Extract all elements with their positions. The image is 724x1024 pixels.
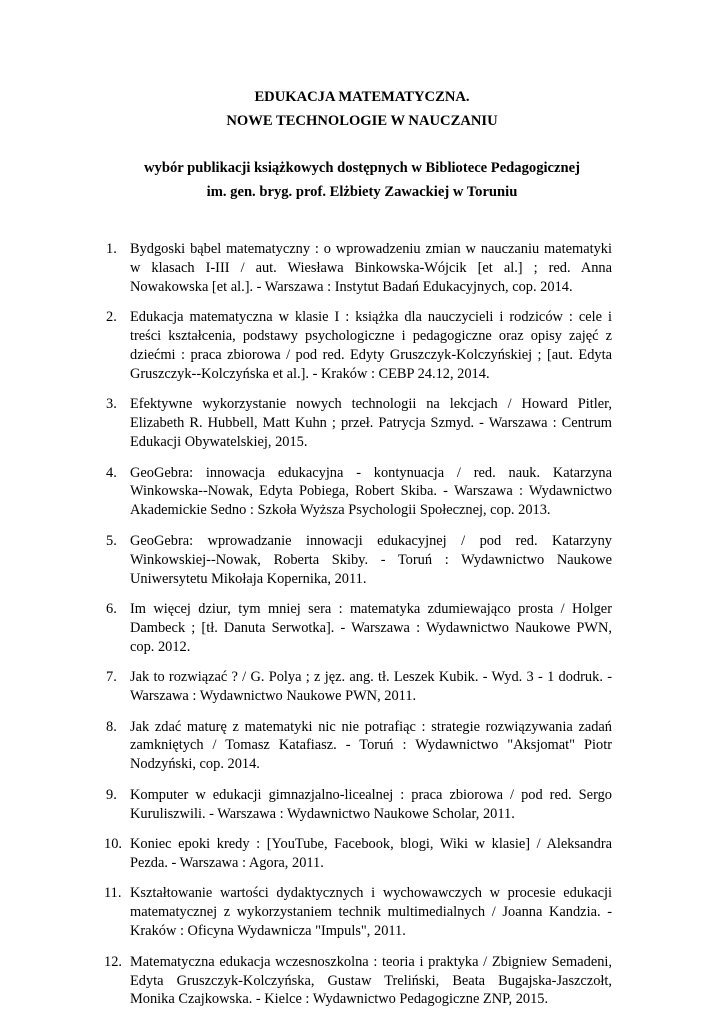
entry-number: 11.: [104, 885, 122, 902]
entry-number: 5.: [106, 532, 117, 549]
entry-text: Im więcej dziur, tym mniej sera : matematyka zdumiewająco prosta / Holger Dambeck ; [tł. Danuta Serwotka]. - Warszawa : Wydawnictwo Naukowe PWN, cop. 2012.: [130, 601, 612, 655]
bibliography-entry: [106, 786, 612, 824]
entry-text: GeoGebra: innowacja edukacyjna - kontynuacja / red. nauk. Katarzyna Winkowska--Nowak, Edyta Pobiega, Robert Skiba. - Warszawa : Wydawnictwo Akademickie Sedno : Szkoła Wyższa Psychologii Społecznej, cop. 2013.: [130, 464, 612, 519]
bibliography-entry: [106, 884, 612, 941]
bibliography-entry: [106, 464, 612, 521]
document-subtitle-line-2: im. gen. bryg. prof. Elżbiety Zawackiej w Toruniu: [206, 184, 518, 200]
entry-number: 1.: [106, 241, 117, 257]
bibliography-entry: [106, 668, 612, 706]
entry-number: 6.: [106, 601, 117, 617]
bibliography-entry: [106, 532, 612, 589]
bibliography-entry: [106, 308, 612, 384]
document-title-line-1: EDUKACJA MATEMATYCZNA.: [254, 89, 470, 105]
entry-number: 2.: [106, 309, 117, 326]
bibliography-list: [106, 240, 612, 1021]
entry-text: Edukacja matematyczna w klasie I : książka dla nauczycieli i rodziców : cele i treści kształcenia, podstawy psychologiczne i pedagogiczne oraz opisy zajęć z dziećmi : praca zbiorowa / pod red. Edyty Gruszczyk-Kolczyńskiej ; [aut. Edyta Gruszczyk--Kolczyńska et al.]. - Kraków : CEBP 24.12, 2014.: [130, 309, 612, 382]
entry-number: 12.: [104, 953, 122, 970]
entry-text: Kształtowanie wartości dydaktycznych i wychowawczych w procesie edukacji matematycznej z wykorzystaniem technik multimedialnych / Joanna Kandzia. - Kraków : Oficyna Wydawnicza "Impuls", 2011.: [130, 885, 612, 940]
bibliography-entry: [106, 835, 612, 873]
entry-number: 8.: [106, 718, 117, 735]
entry-number: 7.: [106, 669, 117, 686]
bibliography-entry: [106, 953, 612, 1010]
entry-text: Efektywne wykorzystanie nowych technologii na lekcjach / Howard Pitler, Elizabeth R. Hubbell, Matt Kuhn ; przeł. Patrycja Szmyd. - Warszawa : Centrum Edukacji Obywatelskiej, 2015.: [130, 396, 612, 451]
entry-number: 3.: [106, 396, 117, 413]
document-subtitle-line-1: wybór publikacji książkowych dostępnych w Bibliotece Pedagogicznej: [144, 160, 580, 176]
entry-text: Koniec epoki kredy : [YouTube, Facebook, blogi, Wiki w klasie] / Aleksandra Pezda. - Warszawa : Agora, 2011.: [130, 836, 612, 871]
bibliography-entry: [106, 395, 612, 452]
entry-text: Bydgoski bąbel matematyczny : o wprowadzeniu zmian w nauczaniu matematyki w klasach I-III / aut. Wiesława Binkowska-Wójcik [et al.] ; red. Anna Nowakowska [et al.]. - Warszawa : Instytut Badań Edukacyjnych, cop. 2014.: [130, 241, 612, 295]
entry-number: 9.: [106, 786, 117, 803]
entry-text: GeoGebra: wprowadzanie innowacji edukacyjnej / pod red. Katarzyny Winkowskiej--Nowak, Roberta Skiby. - Toruń : Wydawnictwo Naukowe Uniwersytetu Mikołaja Kopernika, 2011.: [130, 532, 612, 587]
bibliography-entry: [106, 240, 612, 297]
entry-number: 4.: [106, 464, 117, 481]
document-title-line-2: NOWE TECHNOLOGIE W NAUCZANIU: [226, 113, 498, 129]
bibliography-entry: [106, 600, 612, 657]
bibliography-entry: [106, 718, 612, 775]
entry-text: Jak zdać maturę z matematyki nic nie potrafiąc : strategie rozwiązywania zadań zamkniętych / Tomasz Katafiasz. - Toruń : Wydawnictwo "Aksjomat" Piotr Nodzyński, cop. 2014.: [130, 718, 612, 773]
entry-text: Jak to rozwiązać ? / G. Polya ; z jęz. ang. tł. Leszek Kubik. - Wyd. 3 - 1 dodruk. - Warszawa : Wydawnictwo Naukowe PWN, 2011.: [130, 669, 612, 705]
entry-text: Komputer w edukacji gimnazjalno-licealnej : praca zbiorowa / pod red. Sergo Kuruliszwili. - Warszawa : Wydawnictwo Naukowe Scholar, 2011.: [130, 786, 612, 822]
entry-number: 10.: [104, 836, 122, 853]
entry-text: Matematyczna edukacja wczesnoszkolna : teoria i praktyka / Zbigniew Semadeni, Edyta Gruszczyk-Kolczyńska, Gustaw Treliński, Beata Bugajska-Jaszczołt, Monika Czajkowska. - Kielce : Wydawnictwo Pedagogiczne ZNP, 2015.: [130, 953, 612, 1008]
